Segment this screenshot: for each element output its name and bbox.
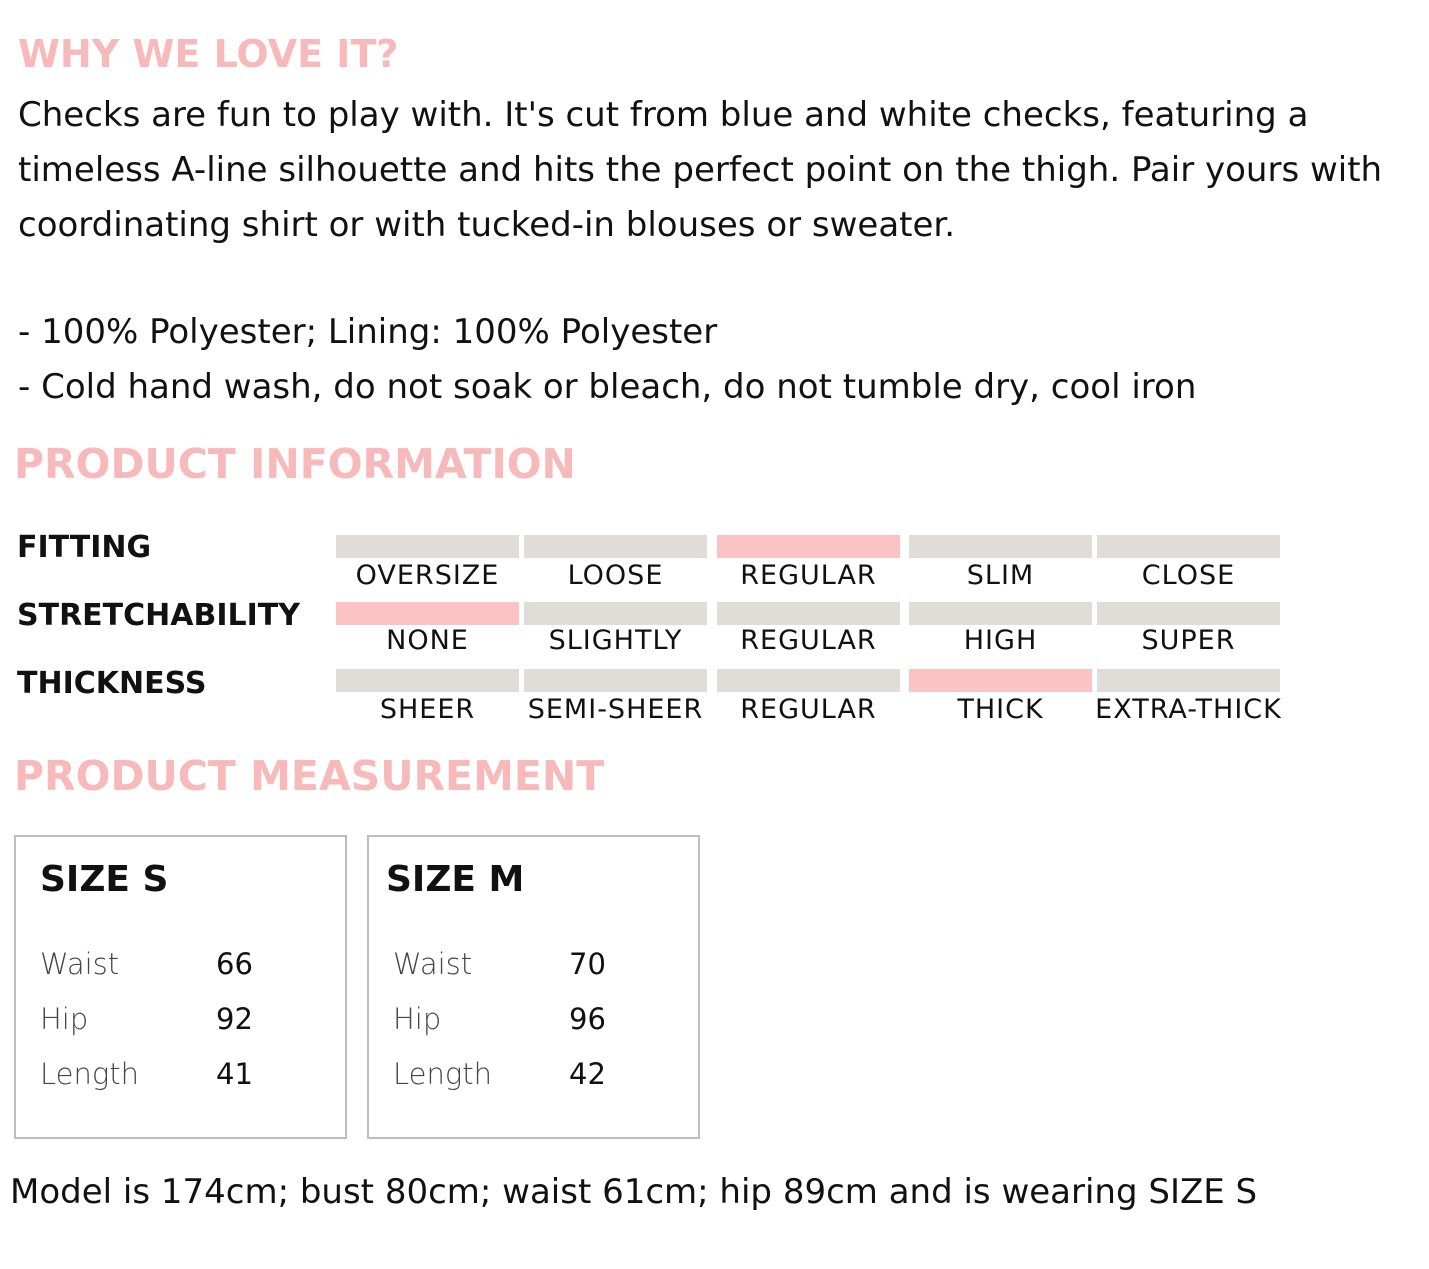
fitting-label: FITTING [17,530,152,565]
scale-option-semi-sheer: SEMI-SHEER [527,694,704,725]
hip-label: Hip [40,1002,89,1036]
scale-bar-semi-sheer [524,669,707,692]
scale-option-regular: REGULAR [740,694,877,725]
model-note: Model is 174cm; bust 80cm; waist 61cm; hip 89cm and is wearing SIZE S [10,1172,1258,1212]
scale-bar-oversize [336,535,519,558]
scale-option-extra-thick: EXTRA-THICK [1095,694,1282,725]
scale-option-high: HIGH [963,625,1038,656]
thickness-label: THICKNESS [17,666,207,701]
length-value: 41 [216,1057,253,1091]
scale-bar-slightly [524,602,707,625]
stretchability-label: STRETCHABILITY [17,598,300,633]
care-list [18,305,1196,415]
scale-bar-high [909,602,1092,625]
scale-bar-none [336,602,519,625]
size-title: SIZE S [40,859,169,900]
waist-value: 70 [569,947,606,981]
scale-bar-regular [717,602,900,625]
size-s-card [14,835,347,1139]
waist-value: 66 [216,947,253,981]
scale-bar-loose [524,535,707,558]
scale-option-close: CLOSE [1141,560,1236,591]
scale-bar-regular [717,669,900,692]
hip-value: 92 [216,1002,253,1036]
length-value: 42 [569,1057,606,1091]
size-m-card [367,835,700,1139]
why-we-love-it-heading: WHY WE LOVE IT? [18,32,399,76]
scale-bar-regular [717,535,900,558]
scale-option-none: NONE [386,625,469,656]
scale-bar-slim [909,535,1092,558]
scale-bar-close [1097,535,1280,558]
scale-bar-sheer [336,669,519,692]
scale-bar-thick [909,669,1092,692]
care-bullet: - Cold hand wash, do not soak or bleach, do not tumble dry, cool iron [18,367,1197,407]
size-title: SIZE M [386,859,525,900]
product-measurement-heading: PRODUCT MEASUREMENT [14,752,605,800]
scale-bar-extra-thick [1097,669,1280,692]
hip-value: 96 [569,1002,606,1036]
scale-option-sheer: SHEER [379,694,476,725]
scale-option-oversize: OVERSIZE [355,560,500,591]
scale-option-regular: REGULAR [740,625,877,656]
product-information-heading: PRODUCT INFORMATION [14,440,576,488]
hip-label: Hip [393,1002,442,1036]
waist-label: Waist [40,947,120,981]
scale-option-super: SUPER [1141,625,1236,656]
waist-label: Waist [393,947,473,981]
length-label: Length [40,1057,140,1091]
scale-option-regular: REGULAR [740,560,877,591]
scale-option-loose: LOOSE [567,560,664,591]
scale-option-slightly: SLIGHTLY [548,625,683,656]
scale-option-slim: SLIM [966,560,1035,591]
scale-bar-super [1097,602,1280,625]
material-bullet: - 100% Polyester; Lining: 100% Polyester [18,312,718,352]
product-description: Checks are fun to play with. It's cut from blue and white checks, featuring a timeless A-line silhouette and hits the perfect point on the thigh. Pair yours with coordinating shirt or with tucked-in blouses or sweater. [18,95,1383,245]
length-label: Length [393,1057,493,1091]
scale-option-thick: THICK [957,694,1044,725]
